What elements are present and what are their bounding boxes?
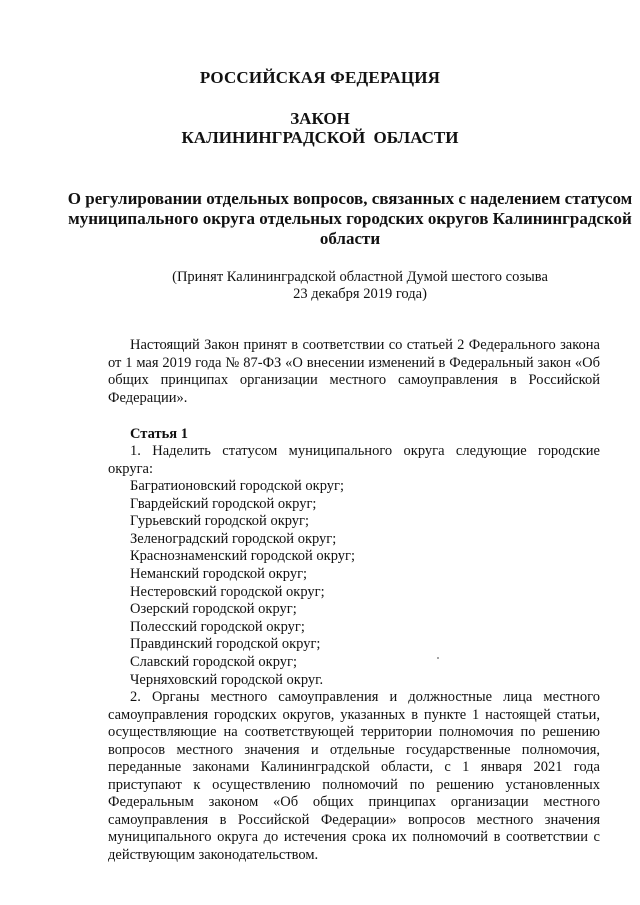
list-item: Багратионовский городской округ;	[130, 478, 345, 494]
list-item: Черняховский городской округ.	[130, 671, 324, 688]
adoption-note-line2: 23 декабря 2019 года)	[293, 286, 427, 302]
law-heading: ЗАКОН	[290, 109, 350, 128]
okrug-list	[130, 478, 355, 689]
point-2-paragraph: 2. Органы местного самоуправления и должностные лица местного самоуправления городских округов, указанных в пункте 1 настоящей статьи, осуществляющие на соответствующей территории полномочия по решению вопросов местного значения и отдельные государственные полномочия, переданные законами Калининградской области, с 1 января 2021 года приступают к осуществлению полномочий по решению установленных Федеральным законом «Об общих принципах организации местного самоуправления в Российской Федерации» вопросов местного значения муниципального округа до истечения срока их полномочий в соответствии с действующим законодательством.	[108, 689, 600, 863]
point-1-paragraph: 1. Наделить статусом муниципального округа следующие городские округа:	[108, 443, 600, 477]
list-item: Полесский городской округ;	[130, 618, 305, 635]
list-item: Зеленоградский городской округ;	[130, 530, 337, 547]
intro-paragraph: Настоящий Закон принят в соответствии со статьей 2 Федерального закона от 1 мая 2019 года № 87-ФЗ «О внесении изменений в Федеральный закон «Об общих принципах организации местного самоуправления в Российской Федерации».	[108, 337, 600, 406]
adoption-note-line1: (Принят Калининградской областной Думой шестого созыва	[172, 269, 548, 285]
law-title: О регулировании отдельных вопросов, связанных с наделением статусом муниципального округа отдельных городских округов Калининградской области	[67, 189, 633, 248]
article-heading: Статья 1	[130, 426, 188, 442]
adoption-note	[70, 269, 640, 303]
list-item: Краснознаменский городской округ;	[130, 548, 355, 565]
list-item: Озерский городской округ;	[130, 601, 297, 618]
list-item: Неманский городской округ;	[130, 565, 308, 582]
list-item: Нестеровский городской округ;	[130, 583, 325, 600]
list-item: Гвардейский городской округ;	[130, 495, 317, 512]
scan-speck	[437, 657, 439, 659]
list-item: Гурьевский городской округ;	[130, 513, 310, 530]
list-item: Правдинский городской округ;	[130, 636, 321, 653]
country-heading: РОССИЙСКАЯ ФЕДЕРАЦИЯ	[199, 68, 441, 87]
list-item: Славский городской округ;	[130, 653, 297, 670]
region-heading: КАЛИНИНГРАДСКОЙ ОБЛАСТИ	[181, 128, 459, 147]
